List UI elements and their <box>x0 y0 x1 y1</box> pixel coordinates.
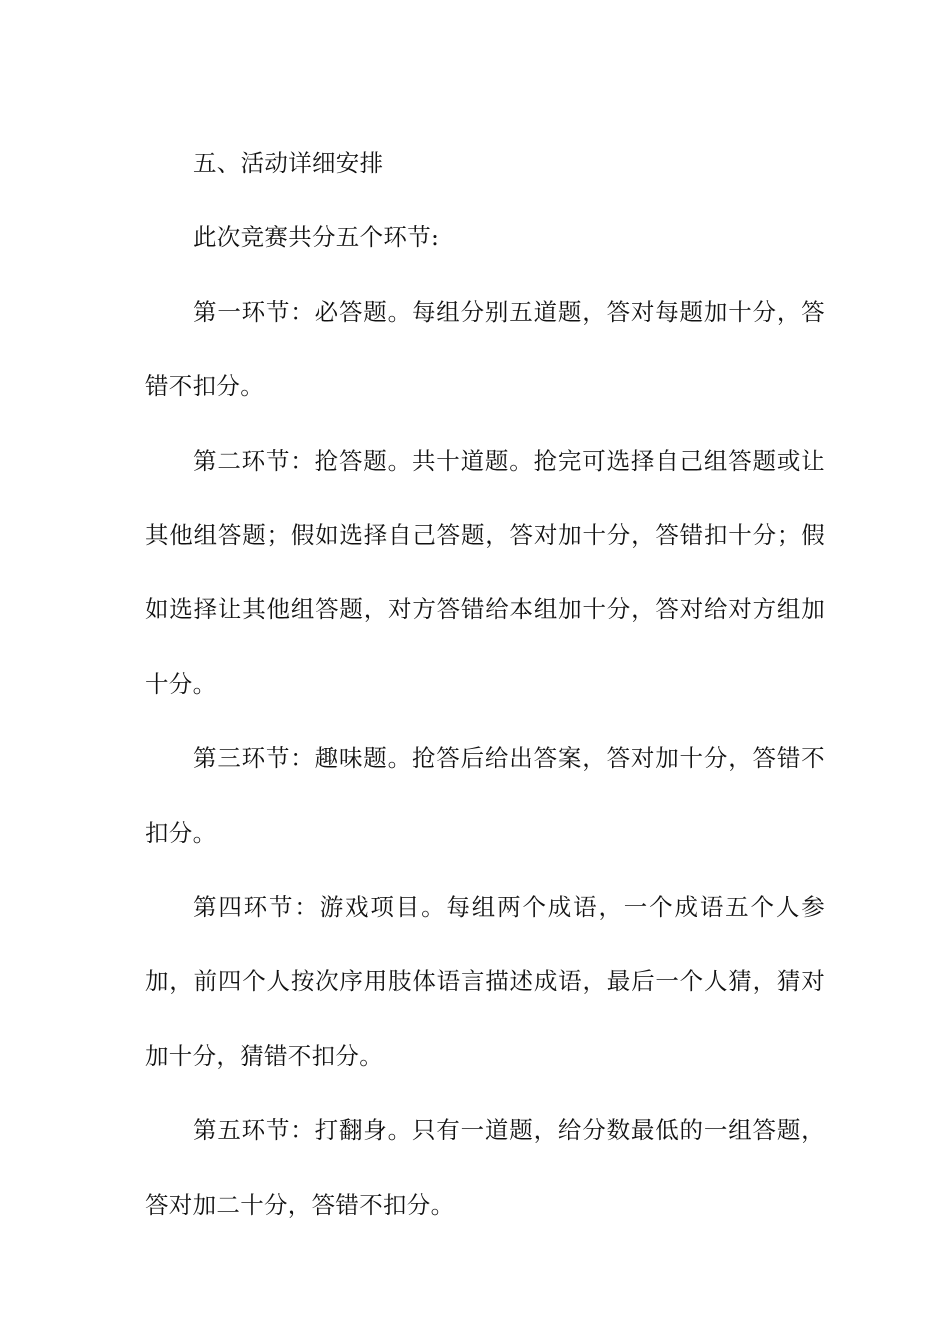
intro-paragraph: 此次竞赛共分五个环节: <box>193 223 440 252</box>
round-5-paragraph: 第五环节：打翻身。只有一道题，给分数最低的一组答题，答对加二十分，答错不扣分。 <box>145 1116 825 1219</box>
round-3-paragraph: 第三环节：趣味题。抢答后给出答案，答对加十分，答错不扣分。 <box>145 744 825 847</box>
round-1-paragraph: 第一环节：必答题。每组分别五道题，答对每题加十分，答错不扣分。 <box>145 297 825 401</box>
document-body <box>145 126 825 1242</box>
section-heading: 五、活动详细安排 <box>193 149 384 177</box>
round-4-paragraph: 第四环节：游戏项目。每组两个成语，一个成语五个人参加，前四个人按次序用肢体语言描述成语，最后一个人猜，猜对加十分，猜错不扣分。 <box>145 893 825 1070</box>
round-2-paragraph: 第二环节：抢答题。共十道题。抢完可选择自己组答题或让其他组答题；假如选择自己答题，答对加十分，答错扣十分；假如选择让其他组答题，对方答错给本组加十分，答对给对方组加十分。 <box>145 446 825 698</box>
